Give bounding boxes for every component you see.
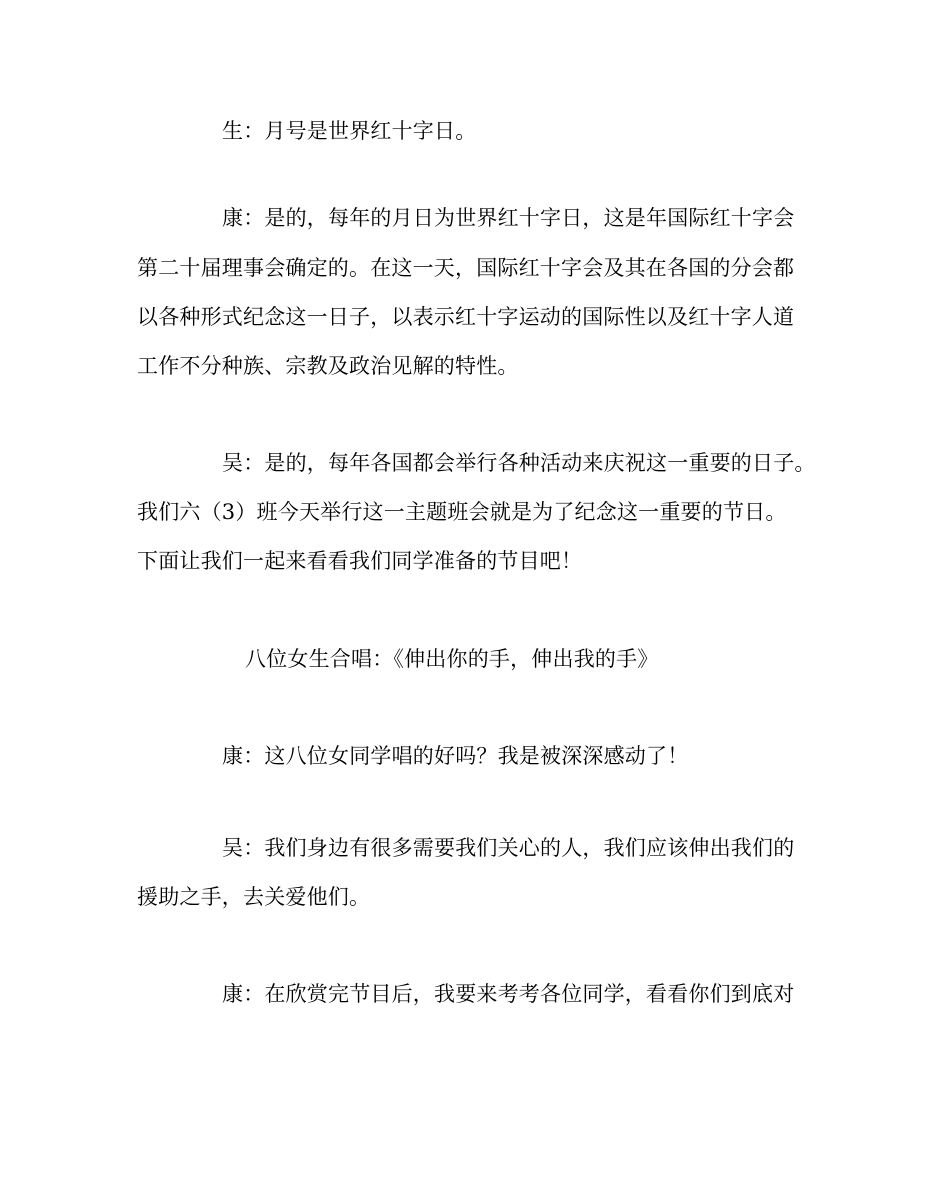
paragraph-2-line-2: 第二十届理事会确定的。在这一天，国际红十字会及其在各国的分会都 — [137, 256, 795, 280]
paragraph-2-line-4: 工作不分种族、宗教及政治见解的特性。 — [137, 354, 519, 378]
paragraph-3-line-1: 吴：是的，每年各国都会举行各种活动来庆祝这一重要的日子。 — [222, 451, 816, 475]
paragraph-6-line-1: 吴：我们身边有很多需要我们关心的人，我们应该伸出我们的 — [222, 836, 795, 860]
paragraph-5-line-1: 康：这八位女同学唱的好吗？我是被深深感动了！ — [222, 744, 689, 768]
paragraph-2-line-1: 康：是的，每年的月日为世界红十字日，这是年国际红十字会 — [222, 206, 795, 230]
paragraph-6-line-2: 援助之手，去关爱他们。 — [137, 885, 371, 909]
paragraph-1-line-1: 生：月号是世界红十字日。 — [222, 119, 477, 143]
paragraph-7-line-1: 康：在欣赏完节目后，我要来考考各位同学，看看你们到底对 — [222, 982, 795, 1006]
paragraph-3-line-2: 我们六（3）班今天举行这一主题班会就是为了纪念这一重要的节日。 — [137, 500, 787, 524]
song-title-line: 八位女生合唱：《伸出你的手，伸出我的手》 — [245, 647, 659, 671]
paragraph-3-line-3: 下面让我们一起来看看我们同学准备的节目吧！ — [137, 549, 583, 573]
paragraph-2-line-3: 以各种形式纪念这一日子，以表示红十字运动的国际性以及红十字人道 — [137, 305, 795, 329]
